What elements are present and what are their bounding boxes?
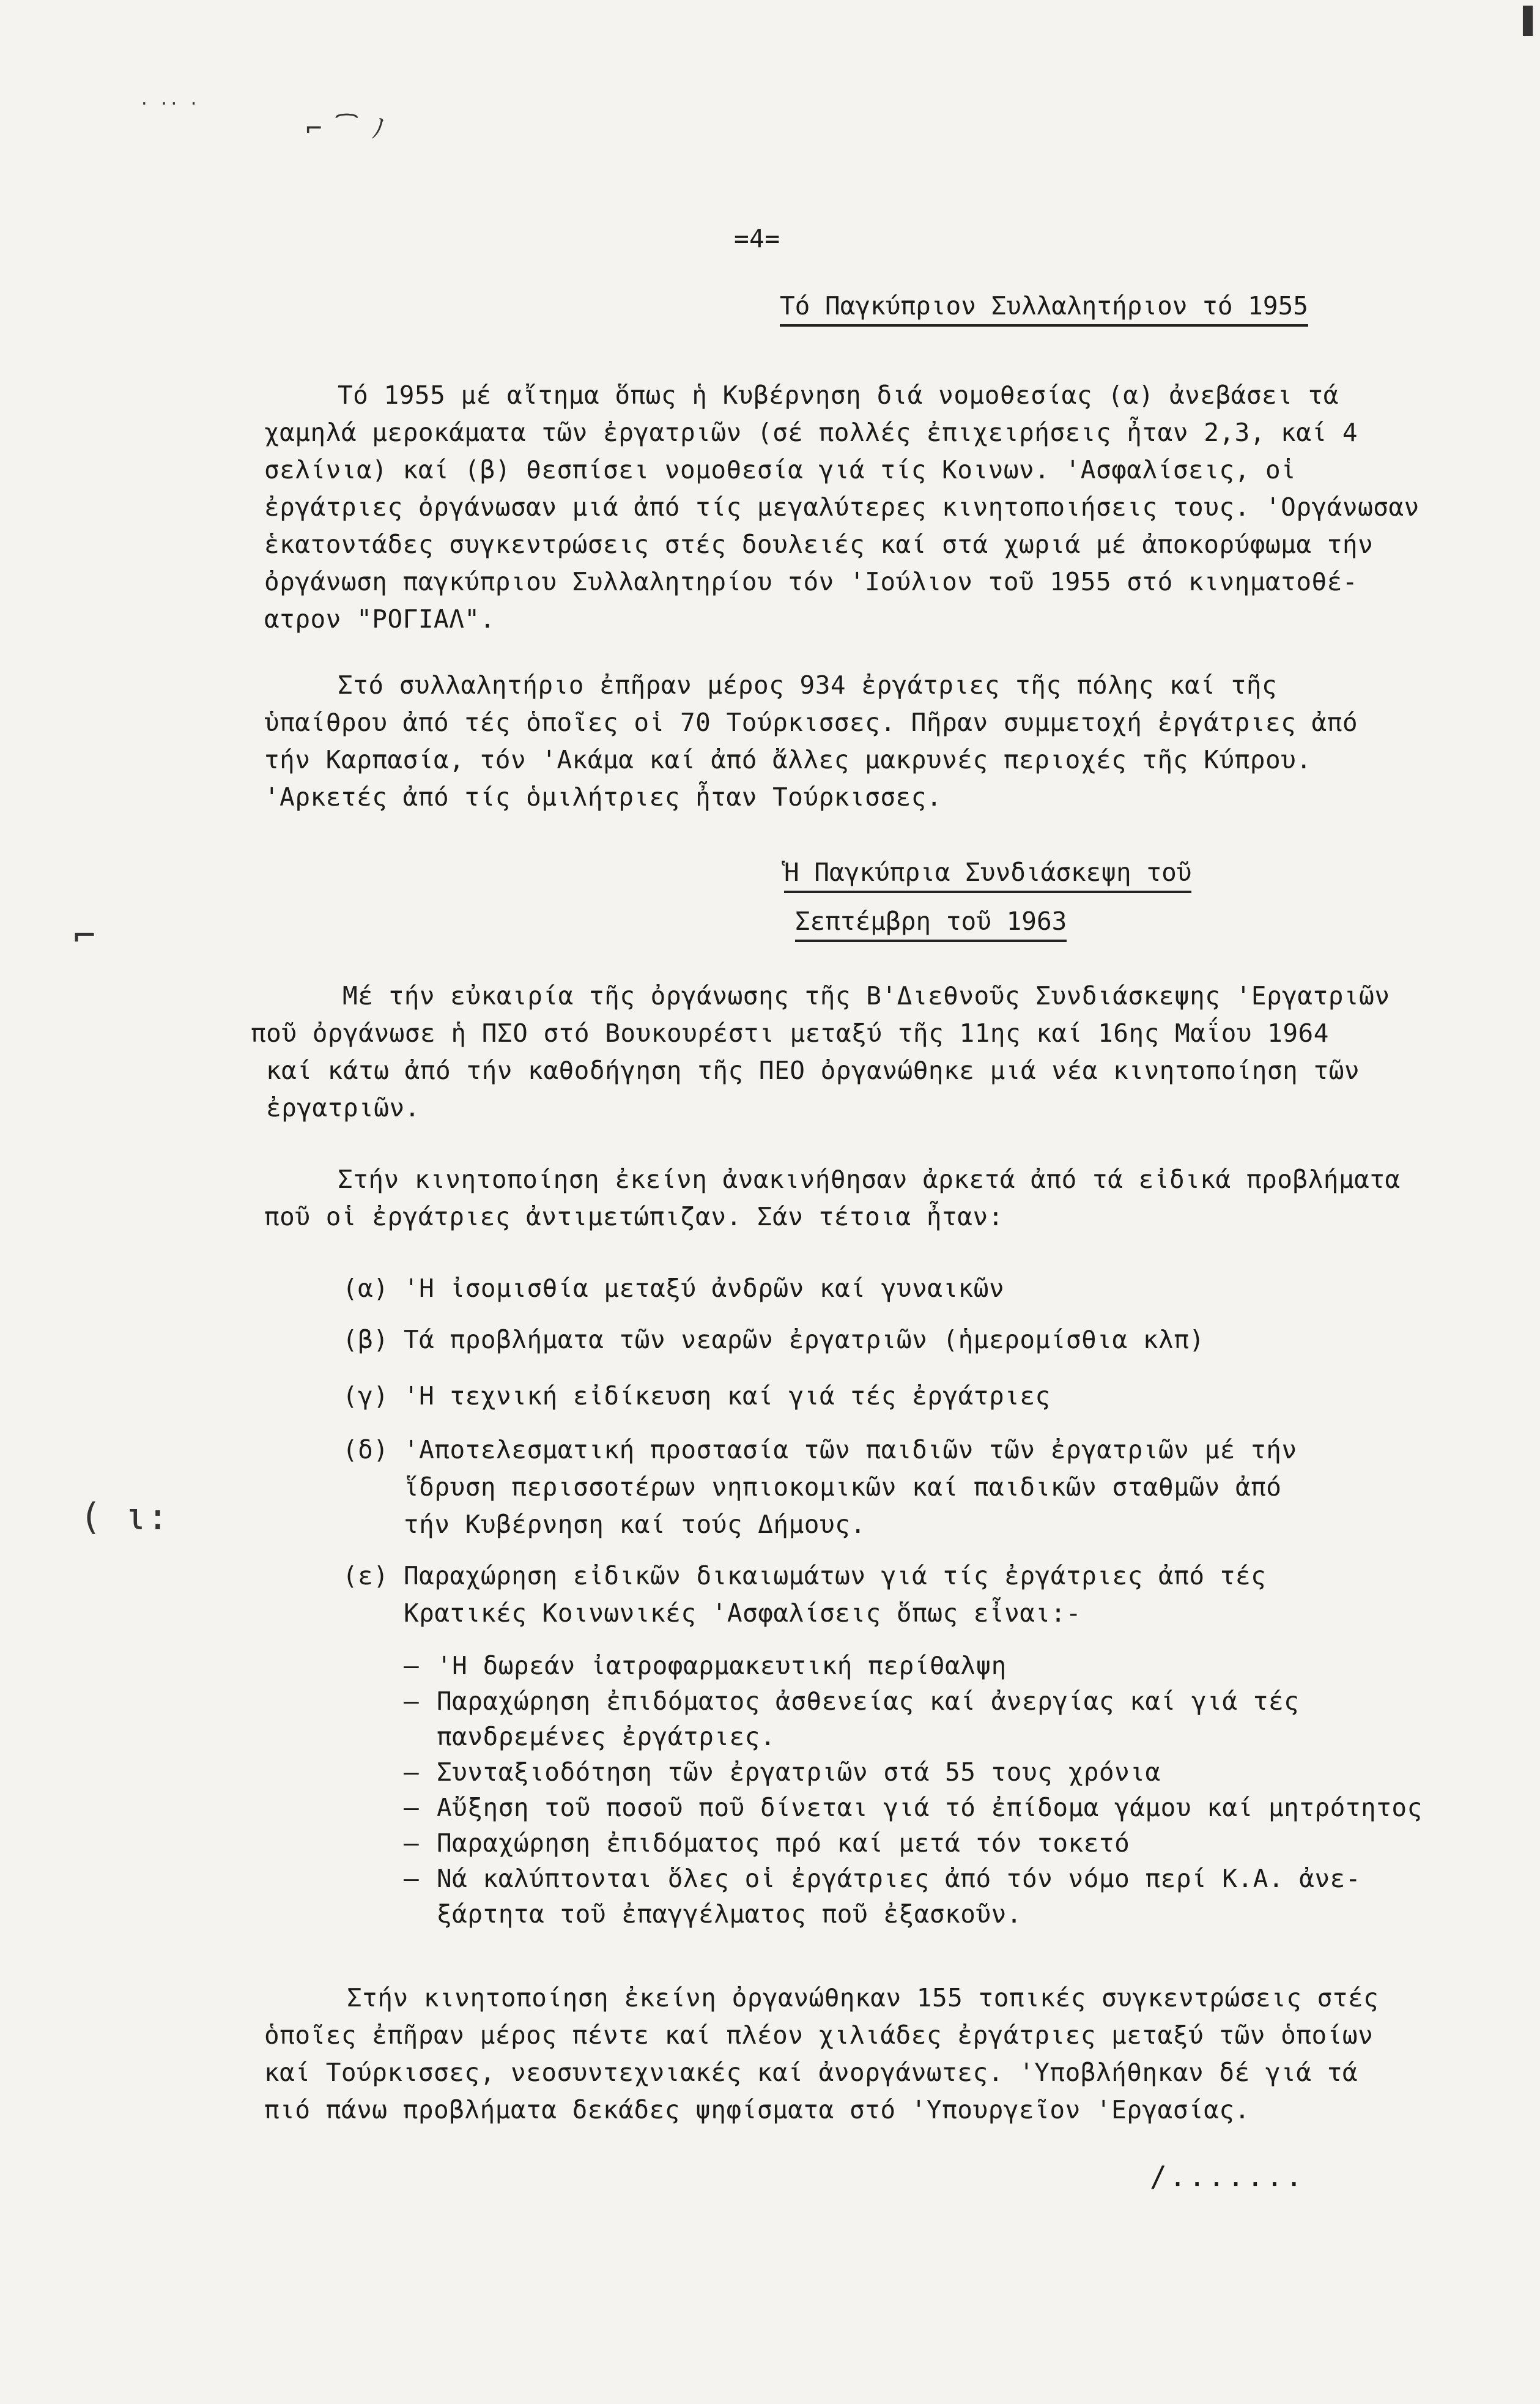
section2-title-line-1: Ἡ Παγκύπρια Συνδιάσκεψη τοῦ [784, 855, 1191, 893]
text-line: πιό πάνω προβλήματα δεκάδες ψηφίσματα στό 'Υπουργεῖον 'Εργασίας. [264, 2095, 1250, 2124]
page-number: =4= [734, 224, 780, 253]
text-line: ὁποῖες ἐπῆραν μέρος πέντε καί πλέον χιλιάδες ἐργάτριες μεταξύ τῶν ὁποίων [264, 2020, 1374, 2050]
bullet-item: – Παραχώρηση ἐπιδόματος ἀσθενείας καί ἀνεργίας καί γιά τές [404, 1686, 1300, 1716]
list-item-d [342, 1431, 1297, 1543]
text-line: καί Τούρκισσες, νεοσυντεχνιακές καί ἀνοργάνωτες. 'Υποβλήθηκαν δέ γιά τά [264, 2058, 1358, 2087]
text-line: τήν Καρπασία, τόν 'Ακάμα καί ἀπό ἄλλες μακρυνές περιοχές τῆς Κύπρου. [264, 745, 1312, 774]
bullet-item-continuation: πανδρεμένες ἐργάτριες. [437, 1722, 776, 1751]
list-item-text: ἵδρυση περισσοτέρων νηπιοκομικῶν καί παιδικῶν σταθμῶν ἀπό [404, 1472, 1282, 1502]
list-item-a [342, 1270, 1004, 1307]
bullet-item: – 'Η δωρεάν ἰατροφαρμακευτική περίθαλψη [404, 1651, 1007, 1680]
text-line: ποῦ ὀργάνωσε ἡ ΠΣΟ στό Βουκουρέστι μεταξύ τῆς 11ης καί 16ης Μαΐου 1964 [251, 1018, 1329, 1048]
text-line: ἑκατοντάδες συγκεντρώσεις στές δουλειές καί στά χωριά μέ ἀποκορύφωμα τήν [264, 530, 1374, 559]
text-line: ποῦ οἱ ἐργάτριες ἀντιμετώπιζαν. Σάν τέτοια ἦταν: [264, 1202, 1004, 1231]
text-line: Τό 1955 μέ αἴτημα ὅπως ἡ Κυβέρνηση διά νομοθεσίας (α) ἀνεβάσει τά [338, 380, 1339, 410]
bullet-item: – Αὔξηση τοῦ ποσοῦ ποῦ δίνεται γιά τό ἐπίδομα γάμου καί μητρότητος [404, 1793, 1423, 1822]
bullet-item: – Νά καλύπτονται ὅλες οἱ ἐργάτριες ἀπό τόν νόμο περί Κ.Α. ἀνε- [404, 1864, 1361, 1893]
list-item-label: (ε) [342, 1561, 389, 1590]
text-line: ὀργάνωση παγκύπριου Συλλαλητηρίου τόν 'Ιούλιον τοῦ 1955 στό κινηματοθέ- [264, 567, 1358, 596]
list-item-text: τήν Κυβέρνηση καί τούς Δήμους. [404, 1510, 866, 1539]
list-item-text: Παραχώρηση εἰδικῶν δικαιωμάτων γιά τίς ἐργάτριες ἀπό τές [404, 1561, 1267, 1590]
text-line: ἐργατριῶν. [266, 1093, 420, 1122]
list-item-e [342, 1557, 1266, 1632]
bullet-item-continuation: ξάρτητα τοῦ ἐπαγγέλματος ποῦ ἐξασκοῦν. [437, 1899, 1022, 1929]
list-item-text: 'Η τεχνική εἰδίκευση καί γιά τές ἐργάτριες [404, 1381, 1051, 1411]
text-line: ἐργάτριες ὀργάνωσαν μιά ἀπό τίς μεγαλύτερες κινητοποιήσεις τους. 'Οργάνωσαν [264, 492, 1420, 522]
text-line: Στό συλλαλητήριο ἐπῆραν μέρος 934 ἐργάτριες τῆς πόλης καί τῆς [338, 670, 1278, 700]
list-item-text: Τά προβλήματα τῶν νεαρῶν ἐργατριῶν (ἡμερομίσθια κλπ) [404, 1325, 1205, 1354]
section2-paragraph-2 [264, 1161, 1445, 1236]
text-line: ὑπαίθρου ἀπό τές ὁποῖες οἱ 70 Τούρκισσες. Πῆραν συμμετοχή ἐργάτριες ἀπό [264, 708, 1358, 737]
text-line: σελίνια) καί (β) θεσπίσει νομοθεσία γιά τίς Κοινων. 'Ασφαλίσεις, οἱ [264, 455, 1297, 484]
text-line: καί κάτω ἀπό τήν καθοδήγηση τῆς ΠΕΟ ὀργανώθηκε μιά νέα κινητοποίηση τῶν [266, 1056, 1360, 1085]
list-item-text: Κρατικές Κοινωνικές 'Ασφαλίσεις ὅπως εἶναι:- [404, 1598, 1082, 1628]
continuation-mark: /....... [1150, 2160, 1305, 2193]
list-item-text: 'Αποτελεσματική προστασία τῶν παιδιῶν τῶν ἐργατριῶν μέ τήν [404, 1435, 1297, 1464]
section2-paragraph-1 [251, 978, 1431, 1127]
scan-mark-bracket: ⌐ ͡ ﾉ [306, 113, 385, 144]
list-item-label: (α) [342, 1274, 389, 1303]
text-line: 'Αρκετές ἀπό τίς ὁμιλήτριες ἦταν Τούρκισσες. [264, 782, 942, 812]
text-line: Στήν κινητοποίηση ἐκείνη ἀνακινήθησαν ἀρκετά ἀπό τά εἰδικά προβλήματα [338, 1165, 1401, 1194]
section2-paragraph-3 [264, 1979, 1445, 2129]
list-item-c [342, 1378, 1051, 1415]
text-line: χαμηλά μεροκάματα τῶν ἐργατριῶν (σέ πολλές ἐπιχειρήσεις ἦταν 2,3, καί 4 [264, 418, 1358, 447]
scan-mark-top-left: · ·· · [139, 95, 199, 113]
scan-mark-top-right: ❚ [1517, 0, 1539, 40]
list-item-label: (γ) [342, 1381, 389, 1411]
benefits-bullet-list [404, 1648, 1423, 1932]
section1-paragraph-1 [264, 377, 1445, 638]
list-item-b [342, 1321, 1205, 1359]
section1-paragraph-2 [264, 667, 1445, 816]
text-line: Μέ τήν εὐκαιρία τῆς ὀργάνωσης τῆς Β'Διεθνοῦς Συνδιάσκεψης 'Εργατριῶν [342, 981, 1390, 1011]
bullet-item: – Συνταξιοδότηση τῶν ἐργατριῶν στά 55 τους χρόνια [404, 1757, 1161, 1787]
section2-title-line-2: Σεπτέμβρη τοῦ 1963 [795, 904, 1067, 942]
scan-mark-left-2: ( ι: [80, 1496, 169, 1538]
scan-mark-left-1: ⌐ [73, 914, 96, 957]
text-line: ατρον "ΡΟΓΙΑΛ". [264, 604, 495, 634]
bullet-item: – Παραχώρηση ἐπιδόματος πρό καί μετά τόν τοκετό [404, 1828, 1130, 1858]
text-line: Στήν κινητοποίηση ἐκείνη ὀργανώθηκαν 155 τοπικές συγκεντρώσεις στές [347, 1983, 1379, 2013]
section1-title: Τό Παγκύπριον Συλλαλητήριον τό 1955 [780, 289, 1308, 327]
list-item-label: (δ) [342, 1435, 389, 1464]
list-item-label: (β) [342, 1325, 389, 1354]
list-item-text: 'Η ἰσομισθία μεταξύ ἀνδρῶν καί γυναικῶν [404, 1274, 1005, 1303]
